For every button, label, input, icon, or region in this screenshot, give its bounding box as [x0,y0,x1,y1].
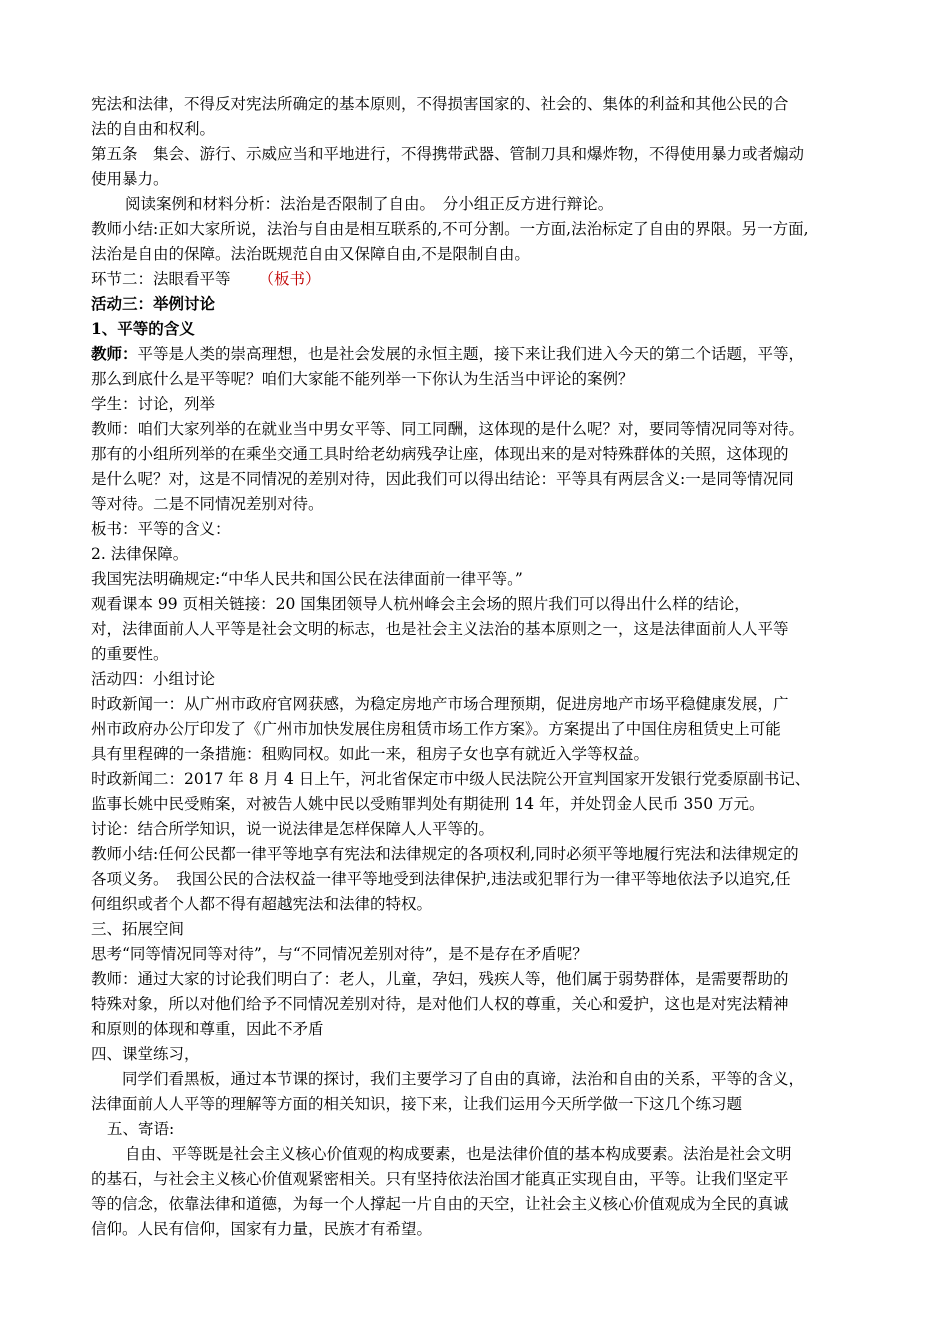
teacher-label: 教师： [91,344,138,363]
line-3: 第五条 集会、游行、示威应当和平地进行，不得携带武器、管制刀具和爆炸物，不得使用暴力或者煽动 [91,145,805,163]
line-26: 州市政府办公厅印发了《广州市加快发展住房租赁市场工作方案》。方案提出了中国住房租赁史上可能 [91,720,781,738]
line-33: 何组织或者个人都不得有超越宪法和法律的特权。 [91,895,433,913]
line-32: 各项义务。 我国公民的合法权益一律平等地受到法律保护,违法或犯罪行为一律平等地依法予以追究,任 [91,870,791,888]
line-41: 法律面前人人平等的理解等方面的相关知识，接下来，让我们运用今天所学做一下这几个练习题 [91,1095,743,1113]
line-2: 法的自由和权利。 [91,120,216,138]
line-27: 具有里程碑的一条措施：租购同权。如此一来，租房子女也享有就近入学等权益。 [91,745,650,763]
line-14: 教师：咱们大家列举的在就业当中男女平等、同工同酬，这体现的是什么呢？对，要同等情况同等对待。 [91,420,805,438]
section-heading-2: 环节二：法眼看平等 [91,270,231,288]
line-15: 那有的小组所列举的在乘坐交通工具时给老幼病残孕让座，体现出来的是对特殊群体的关照，这体现的 [91,445,789,463]
line-43: 自由、平等既是社会主义核心价值观的构成要素，也是法律价值的基本构成要素。法治是社会文明 [125,1145,792,1163]
line-35: 思考“同等情况同等对待”，与“不同情况差别对待”，是不是存在矛盾呢？ [91,945,588,963]
line-23: 的重要性。 [91,645,169,663]
line-11-text: 平等是人类的崇高理想，也是社会发展的永恒主题，接下来让我们进入今天的第二个话题，平等， [137,345,805,363]
line-39: 四、课堂练习， [91,1045,200,1063]
line-7: 法治是自由的保障。法治既规范自由又保障自由,不是限制自由。 [91,245,530,263]
line-16: 是什么呢？对，这是不同情况的差别对待，因此我们可以得出结论：平等具有两层含义:一是同等情况同 [91,470,794,488]
line-5: 阅读案例和材料分析：法治是否限制了自由。 分小组正反方进行辩论。 [125,195,614,213]
line-20: 我国宪法明确规定:“中华人民共和国公民在法律面前一律平等。” [91,570,523,588]
line-1: 宪法和法律，不得反对宪法所确定的基本原则，不得损害国家的、社会的、集体的利益和其他公民的合 [91,95,789,113]
line-38: 和原则的体现和尊重，因此不矛盾 [91,1020,324,1038]
line-34: 三、拓展空间 [91,920,185,938]
board-note: （板书） [258,270,321,288]
line-46: 信仰。人民有信仰，国家有力量，民族才有希望。 [91,1220,433,1238]
line-44: 的基石，与社会主义核心价值观紧密相关。只有坚持依法治国才能真正实现自由，平等。让我们坚定平 [91,1170,789,1188]
line-8 [91,267,321,291]
line-18: 板书：平等的含义： [91,520,231,538]
line-24: 活动四：小组讨论 [91,670,216,688]
line-37: 特殊对象，所以对他们给予不同情况差别对待，是对他们人权的尊重，关心和爱护，这也是对宪法精神 [91,995,789,1013]
line-13: 学生：讨论，列举 [91,395,216,413]
line-30: 讨论：结合所学知识，说一说法律是怎样保障人人平等的。 [91,820,495,838]
line-31: 教师小结:任何公民都一律平等地享有宪法和法律规定的各项权利,同时必须平等地履行宪法和法律规定的 [91,845,799,863]
line-22: 对，法律面前人人平等是社会文明的标志，也是社会主义法治的基本原则之一，这是法律面前人人平等 [91,620,789,638]
line-12: 那么到底什么是平等呢？咱们大家能不能列举一下你认为生活当中评论的案例？ [91,370,634,388]
line-17: 等对待。二是不同情况差别对待。 [91,495,324,513]
line-10: 1、平等的含义 [91,319,195,338]
line-11 [91,342,804,366]
line-19: 2. 法律保障。 [91,545,189,563]
line-28: 时政新闻二：2017 年 8 月 4 日上午，河北省保定市中级人民法院公开宣判国家开发银行党委原副书记、 [91,770,811,788]
line-36: 教师：通过大家的讨论我们明白了：老人，儿童，孕妇，残疾人等，他们属于弱势群体，是需要帮助的 [91,970,789,988]
line-29: 监事长姚中民受贿案，对被告人姚中民以受贿罪判处有期徒刑 14 年，并处罚金人民币 350 万元。 [91,795,765,813]
line-21: 观看课本 99 页相关链接：20 国集团领导人杭州峰会主会场的照片我们可以得出什么样的结论， [91,595,750,613]
line-9: 活动三：举例讨论 [91,294,216,313]
line-45: 等的信念，依靠法律和道德，为每一个人撑起一片自由的天空，让社会主义核心价值观成为全民的真诚 [91,1195,789,1213]
line-25: 时政新闻一：从广州市政府官网获感，为稳定房地产市场合理预期，促进房地产市场平稳健康发展，广 [91,695,789,713]
line-6: 教师小结:正如大家所说，法治与自由是相互联系的,不可分割。一方面,法治标定了自由的界限。另一方面, [91,220,809,238]
line-42: 五、寄语: [107,1120,175,1138]
line-40: 同学们看黑板，通过本节课的探讨，我们主要学习了自由的真谛，法治和自由的关系，平等的含义， [122,1070,805,1088]
line-4: 使用暴力。 [91,170,169,188]
